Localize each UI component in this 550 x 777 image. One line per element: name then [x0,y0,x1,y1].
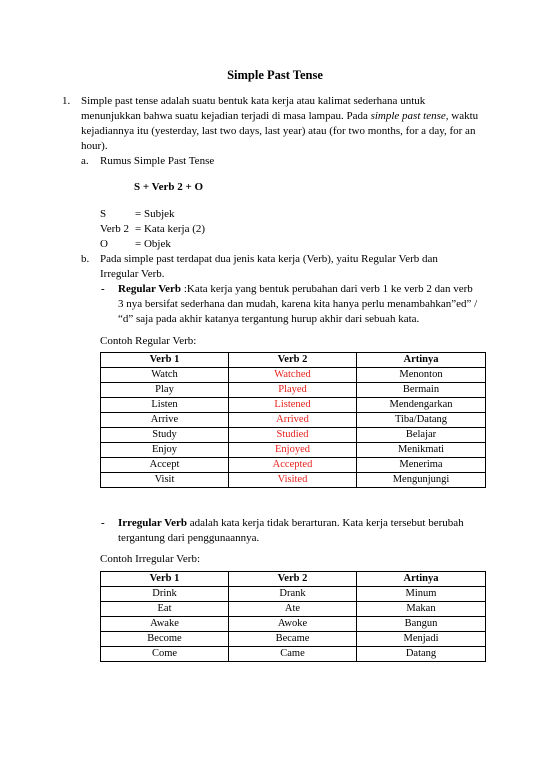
irregular-verb-table [100,571,486,662]
legend-term-verb2: Verb 2 [100,223,130,235]
column-header: Artinya [357,572,486,587]
formula: S + Verb 2 + O [134,181,204,193]
meaning-cell: Makan [357,602,486,617]
legend-term-o: O [100,238,108,250]
verb2-cell: Became [229,632,357,647]
meaning-cell: Mengunjungi [357,473,486,488]
verb1-cell: Come [101,647,229,662]
section-number: 1. [62,95,71,107]
meaning-cell: Menjadi [357,632,486,647]
irregular-bullet: - [101,517,105,529]
verb1-cell: Play [101,383,229,398]
table-row [101,368,486,383]
table-header-row [101,572,486,587]
intro-line-1: Simple past tense adalah suatu bentuk kata kerja atau kalimat sederhana untuk [81,95,426,107]
meaning-cell: Bermain [357,383,486,398]
item-b-line-1: Pada simple past terdapat dua jenis kata kerja (Verb), yaitu Regular Verb dan [100,253,438,265]
verb2-cell: Enjoyed [229,443,357,458]
intro-emphasis: simple past tense [370,110,446,122]
table-row [101,428,486,443]
column-header: Verb 1 [101,572,229,587]
verb1-cell: Visit [101,473,229,488]
intro-line-2-tail: , waktu [445,110,479,122]
legend-def-o: = Objek [135,238,171,250]
verb1-cell: Listen [101,398,229,413]
intro-line-4: hour). [81,140,108,152]
verb2-cell: Arrived [229,413,357,428]
table-row [101,617,486,632]
item-b-line-2: Irregular Verb. [100,268,165,280]
irregular-line-1 [118,516,464,531]
column-header: Verb 1 [101,353,229,368]
regular-line-1 [118,282,473,297]
verb2-cell: Came [229,647,357,662]
meaning-cell: Datang [357,647,486,662]
table-row [101,458,486,473]
meaning-cell: Mendengarkan [357,398,486,413]
meaning-cell: Menonton [357,368,486,383]
table-row [101,632,486,647]
verb1-cell: Become [101,632,229,647]
verb1-cell: Arrive [101,413,229,428]
legend-def-s: = Subjek [135,208,175,220]
verb2-cell: Ate [229,602,357,617]
table-row [101,443,486,458]
table-row [101,398,486,413]
irregular-label: Irregular Verb [118,517,187,529]
irregular-example-label: Contoh Irregular Verb: [100,553,200,565]
table-header-row [101,353,486,368]
verb2-cell: Awoke [229,617,357,632]
verb1-cell: Eat [101,602,229,617]
item-a-heading: Rumus Simple Past Tense [100,155,215,167]
legend-def-verb2: = Kata kerja (2) [135,223,206,235]
meaning-cell: Bangun [357,617,486,632]
regular-example-label: Contoh Regular Verb: [100,335,197,347]
verb2-cell: Watched [229,368,357,383]
table-row [101,413,486,428]
regular-line-3: “d” saja pada akhir katanya tergantung hurup akhir dari sebuah kata. [118,313,420,325]
intro-line-3: kejadiannya itu (yesterday, last two days, last year) atau (for two months, for a day, for an [81,125,476,137]
verb2-cell: Played [229,383,357,398]
meaning-cell: Menikmati [357,443,486,458]
verb2-cell: Studied [229,428,357,443]
item-b-letter: b. [81,253,90,265]
verb2-cell: Accepted [229,458,357,473]
regular-verb-table [100,352,486,488]
column-header: Verb 2 [229,353,357,368]
item-a-letter: a. [81,155,89,167]
intro-line-2-text: menunjukkan bahwa suatu kejadian terjadi di masa lampau. Pada [81,110,371,122]
verb1-cell: Enjoy [101,443,229,458]
table-row [101,587,486,602]
column-header: Verb 2 [229,572,357,587]
meaning-cell: Minum [357,587,486,602]
meaning-cell: Tiba/Datang [357,413,486,428]
regular-line-1-text: :Kata kerja yang bentuk perubahan dari verb 1 ke verb 2 dan verb [181,283,473,295]
meaning-cell: Belajar [357,428,486,443]
page-title: Simple Past Tense [227,68,323,82]
verb1-cell: Accept [101,458,229,473]
table-row [101,602,486,617]
meaning-cell: Menerima [357,458,486,473]
regular-line-2: 3 nya bersifat sederhana dan mudah, karena kita hanya perlu menambahkan”ed” / [118,298,478,310]
legend-term-s: S [100,208,107,220]
table-row [101,473,486,488]
table-row [101,647,486,662]
column-header: Artinya [357,353,486,368]
regular-label: Regular Verb [118,283,182,295]
verb1-cell: Study [101,428,229,443]
intro-line-2 [81,109,481,124]
verb1-cell: Watch [101,368,229,383]
verb1-cell: Drink [101,587,229,602]
verb1-cell: Awake [101,617,229,632]
irregular-line-2: tergantung dari penggunaannya. [118,532,260,544]
verb2-cell: Listened [229,398,357,413]
verb2-cell: Drank [229,587,357,602]
irregular-line-1-text: adalah kata kerja tidak berarturan. Kata kerja tersebut berubah [186,517,464,529]
table-row [101,383,486,398]
verb2-cell: Visited [229,473,357,488]
regular-bullet: - [101,283,105,295]
